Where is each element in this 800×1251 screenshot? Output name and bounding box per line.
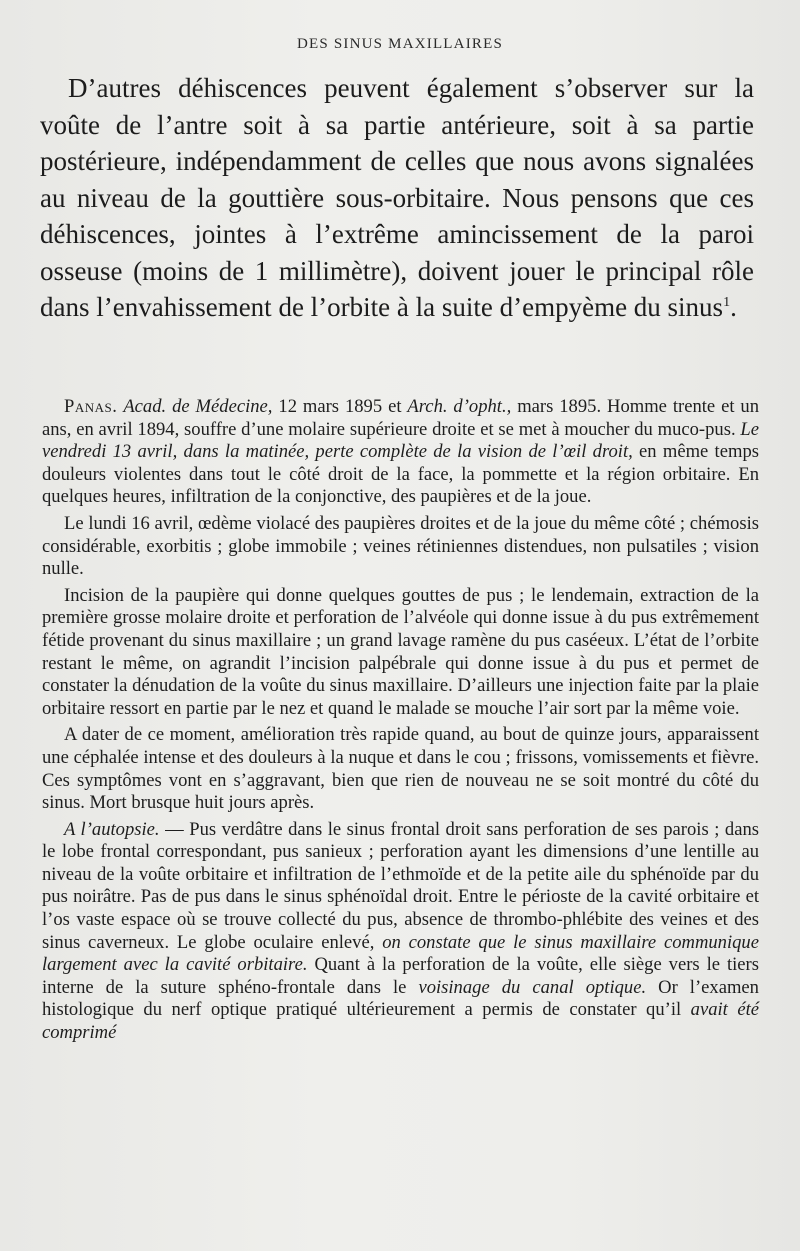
case-author: Panas. — [64, 396, 118, 417]
intro-body: D’autres déhiscences peuvent également s’observer sur la voûte de l’antre soit à sa partie antérieure, soit à sa partie postérieure, indépendamment de celles que nous avons signalées au niveau de la gouttière sous-orbitaire. Nous pensons que ces déhiscences, jointes à l’extrême amincissement de la paroi osseuse (moins de 1 millimètre), doivent jouer le principal rôle dans l’envahissement de l’orbite à la suite d’empyème du sinus — [40, 73, 754, 322]
case-p5-italic-3: voisinage du canal optique. — [418, 976, 647, 998]
case-p5-italic-4: avait été comprimé — [42, 999, 760, 1044]
case-paragraph-4: A dater de ce moment, amélioration très rapide quand, au bout de quinze jours, apparaissent une céphalée intense et des douleurs à la nuque et dans le cou ; frissons, vomissements et fièvre. Ces symptômes vont en s’aggravant, bien que rien de nouveau ne se soit montré du côté du sinus. Mort brusque huit jours après. — [42, 724, 759, 814]
case-paragraph-2: Le lundi 16 avril, œdème violacé des paupières droites et de la joue du même côté ; chémosis considérable, exorbitis ; globe immobile ; veines rétiniennes distendues, non pulsatiles ; vision nulle. — [42, 512, 759, 580]
intro-end: . — [730, 292, 737, 322]
intro-paragraph — [40, 70, 754, 326]
case-p1-s1: 12 mars 1895 et — [278, 396, 402, 417]
case-p5-s2: Quant à la perforation de la voûte, elle siège vers le tiers interne de la suture sphéno-frontale dans le — [42, 954, 759, 998]
case-source-2: Arch. d’opht., — [407, 396, 512, 417]
case-paragraph-1 — [42, 396, 759, 509]
case-p1-s3: en même temps douleurs violentes dans tout le côté droit de la face, la pommette et la région orbitaire. En quelques heures, infiltration de la conjonctive, des paupières et de la joue. — [42, 441, 759, 508]
case-p5-s3: Or l’examen histologique du nerf optique pratiqué ultérieurement a permis de constater qu’il — [42, 976, 759, 1021]
case-paragraph-3: Incision de la paupière qui donne quelques gouttes de pus ; le lendemain, extraction de la première grosse molaire droite et perforation de l’alvéole qui donne issue à du pus extrêmement fétide provenant du sinus maxillaire ; un grand lavage ramène du pus caséeux. L’état de l’orbite restant le même, on agrandit l’incision palpébrale qui donne issue à du pus et permet de constater la dénudation de la voûte du sinus maxillaire. D’ailleurs une injection faite par la plaie orbitaire ressort en partie par le nez et quand le malade se mouche l’air sort par la même voie. — [42, 584, 759, 719]
case-p1-italic: Le vendredi 13 avril, dans la matinée, perte complète de la vision de l’œil droit, — [42, 418, 759, 463]
case-p1-s2: mars 1895. Homme trente et un ans, en avril 1894, souffre d’une molaire supérieure droite et se met à moucher du muco-pus. — [42, 396, 760, 440]
case-p5-italic-2: on constate que le sinus maxillaire communique largement avec la cavité orbitaire. — [42, 931, 759, 976]
case-p5-s1: — Pus verdâtre dans le sinus frontal droit sans perforation de ses parois ; dans le lobe frontal correspondant, pus sanieux ; perforation ayant les dimensions d’une lentille au niveau de la voûte orbitaire et infiltration de l’ethmoïde et de la petite aile du sphénoïde par du pus noirâtre. Pas de pus dans le sinus sphénoïdal droit. Entre le périoste de la cavité orbitaire et l’os vaste espace où se trouve collecté du pus, absence de thrombo-phlébite des veines et des sinus caverneux. Le globe oculaire enlevé, — [42, 818, 759, 953]
case-source-1: Acad. de Médecine, — [123, 396, 273, 417]
autopsy-label: A l’autopsie. — [64, 818, 160, 840]
case-report — [42, 396, 759, 1049]
intro-text — [40, 70, 754, 326]
case-paragraph-5 — [42, 819, 759, 1045]
running-head: DES SINUS MAXILLAIRES — [296, 36, 504, 52]
footnote-mark: 1 — [723, 295, 731, 310]
